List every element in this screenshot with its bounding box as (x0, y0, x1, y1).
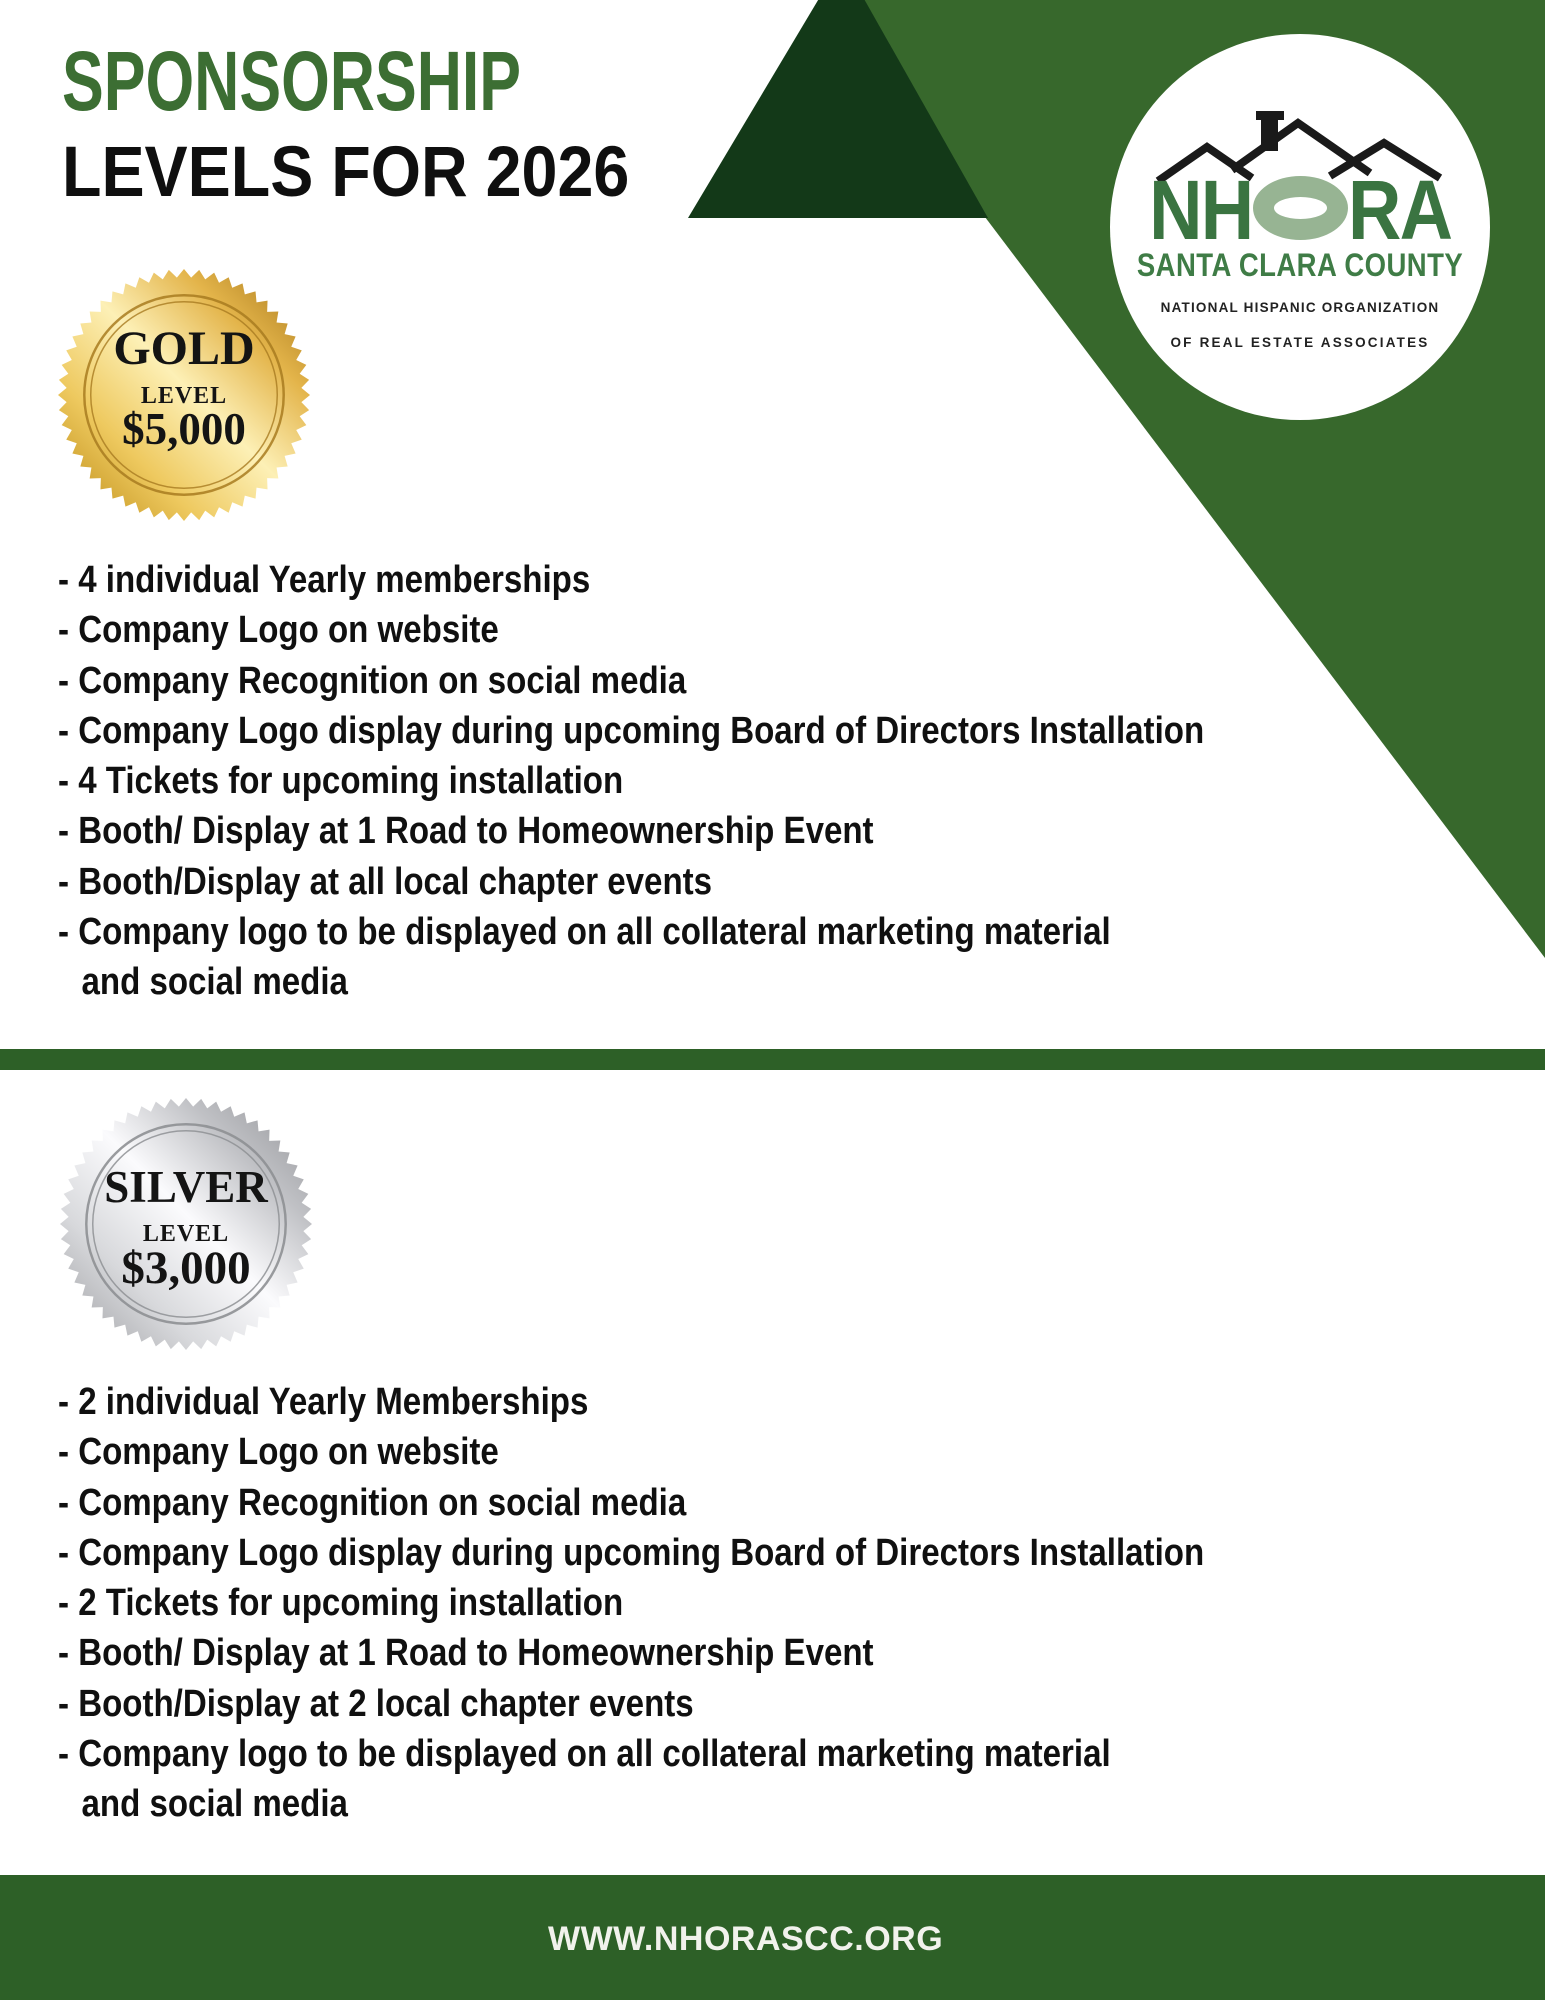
logo-org-line2: OF REAL ESTATE ASSOCIATES (1170, 335, 1430, 350)
benefit-line: - 4 Tickets for upcoming installation (58, 760, 624, 803)
logo-acronym (1100, 163, 1500, 257)
logo-org-line1: NATIONAL HISPANIC ORGANIZATION (1160, 300, 1440, 315)
benefit-line: - Company Recognition on social media (58, 659, 687, 702)
benefit-line: - Booth/Display at 2 local chapter events (58, 1682, 694, 1725)
logo-letters-nh: NH (1149, 163, 1253, 257)
gold-tier-name: GOLD (113, 322, 255, 375)
logo-region: SANTA CLARA COUNTY (1136, 247, 1464, 283)
benefit-line-continuation: and social media (81, 961, 348, 1004)
benefit-line: - Company Recognition on social media (58, 1481, 687, 1524)
footer-bar (0, 1875, 1545, 2000)
benefit-line: - 4 individual Yearly memberships (58, 559, 591, 601)
benefit-line: - 2 Tickets for upcoming installation (58, 1582, 624, 1625)
website-url: WWW.NHORASCC.ORG (548, 1920, 944, 1958)
benefit-line: - Booth/ Display at 1 Road to Homeownership Event (58, 810, 874, 853)
silver-price: $3,000 (121, 1242, 251, 1294)
benefit-line: - 2 individual Yearly Memberships (58, 1381, 589, 1423)
silver-level-label: LEVEL (142, 1221, 230, 1247)
gold-benefits-list (58, 555, 1458, 1008)
benefit-line: - Company Logo on website (58, 1431, 499, 1474)
benefit-line: - Company Logo on website (58, 609, 499, 652)
benefit-line-continuation: and social media (81, 1783, 348, 1826)
logo-letters-ra: RA (1347, 163, 1451, 257)
gold-seal (58, 269, 310, 521)
benefit-line: - Company logo to be displayed on all collateral marketing material (58, 911, 1111, 954)
benefit-line: - Company logo to be displayed on all collateral marketing material (58, 1733, 1111, 1776)
divider-bar (0, 1049, 1545, 1070)
gold-level-label: LEVEL (140, 383, 228, 409)
silver-seal (60, 1098, 312, 1350)
logo-letter-o-icon (1253, 176, 1348, 240)
benefit-line: - Company Logo display during upcoming Board of Directors Installation (58, 709, 1205, 752)
benefit-line: - Booth/Display at all local chapter events (58, 860, 713, 903)
page-title-line1: SPONSORSHIP (62, 34, 522, 128)
silver-tier-name: SILVER (104, 1162, 268, 1212)
page-title-line2: LEVELS FOR 2026 (62, 133, 630, 212)
benefit-line: - Company Logo display during upcoming Board of Directors Installation (58, 1531, 1205, 1574)
benefit-line: - Booth/ Display at 1 Road to Homeownership Event (58, 1632, 874, 1675)
silver-benefits-list (58, 1377, 1458, 1830)
gold-price: $5,000 (122, 404, 246, 454)
chimney-cap-icon (1256, 111, 1284, 120)
